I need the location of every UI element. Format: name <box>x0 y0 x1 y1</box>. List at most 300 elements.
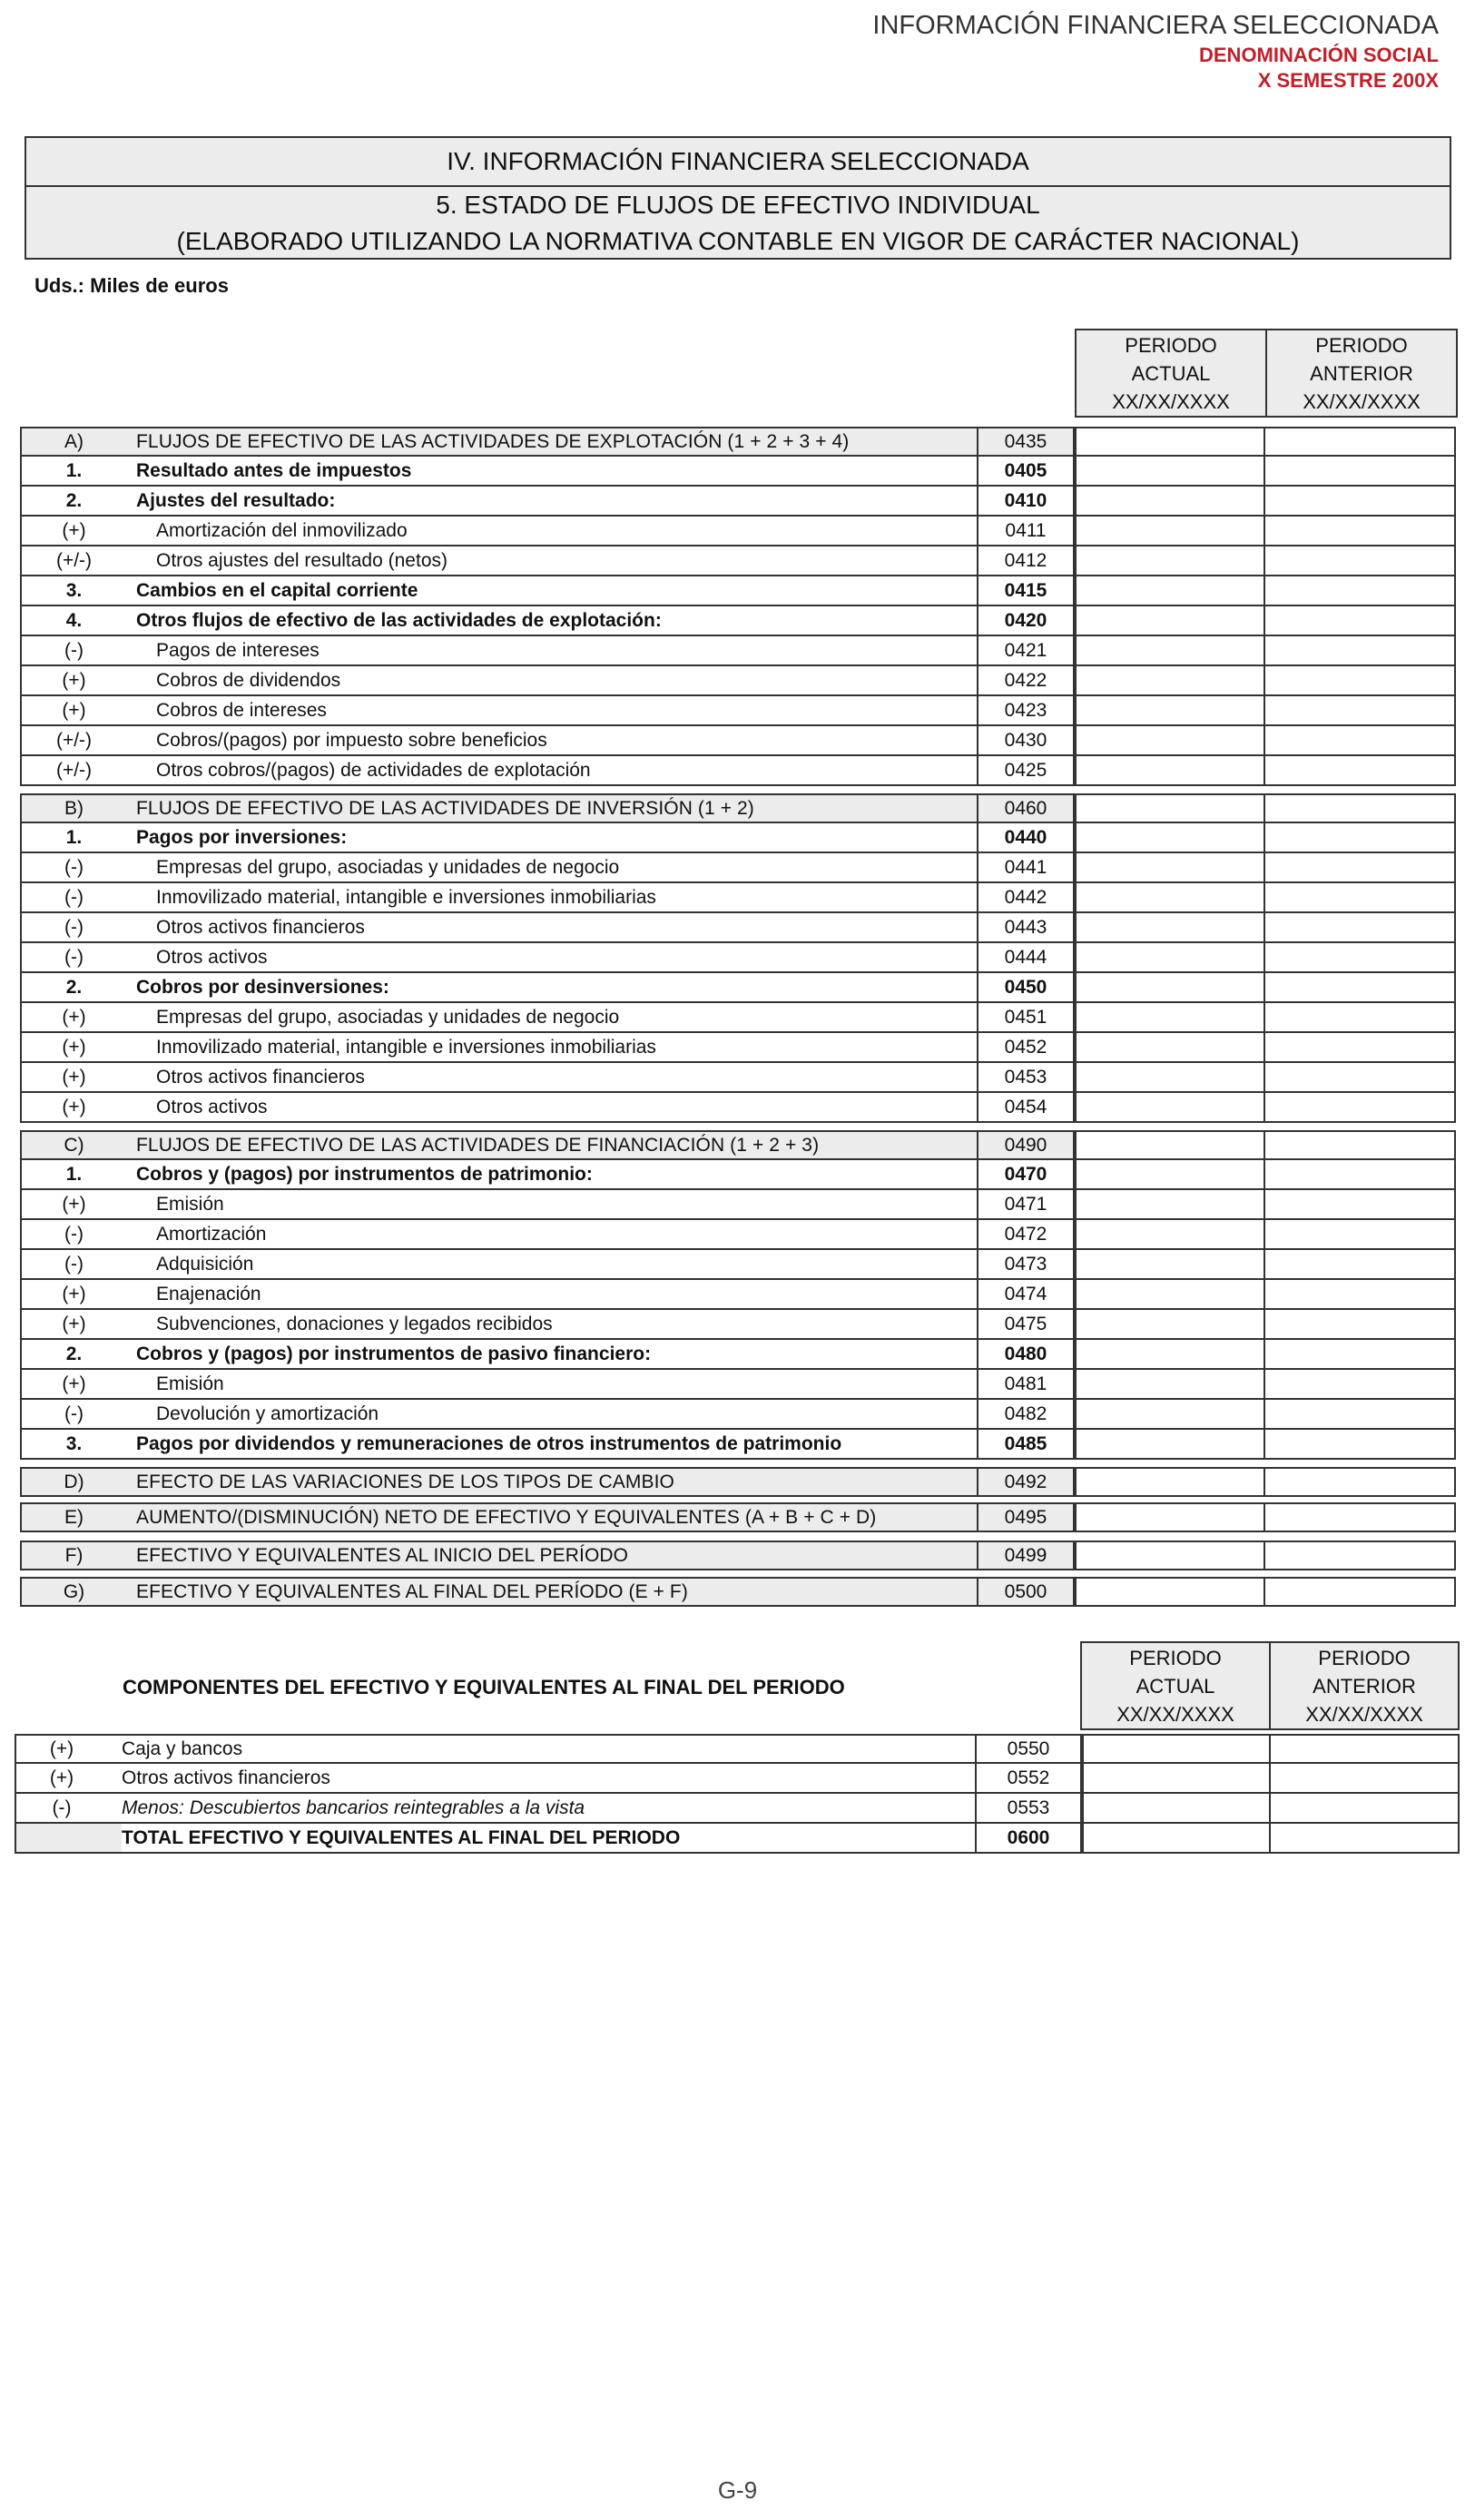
row-description: Inmovilizado material, intangible e inversiones inmobiliarias <box>156 1036 656 1058</box>
row-code: 0415 <box>978 576 1075 606</box>
row-description: EFECTIVO Y EQUIVALENTES AL FINAL DEL PERÍODO (E + F) <box>136 1580 688 1602</box>
table-row <box>20 1280 1456 1310</box>
row-description: Resultado antes de impuestos <box>136 459 412 481</box>
row-label-cell <box>20 1160 978 1190</box>
value-previous-cell[interactable] <box>1265 1003 1456 1033</box>
row-description: Subvenciones, donaciones y legados recibidos <box>156 1313 553 1334</box>
row-marker: 3. <box>65 579 83 601</box>
row-code: 0423 <box>978 696 1075 726</box>
row-marker: (-) <box>64 856 84 878</box>
company-name: DENOMINACIÓN SOCIAL <box>1199 44 1439 66</box>
row-label-cell <box>20 546 978 576</box>
value-current-cell[interactable] <box>1075 1467 1265 1497</box>
row-description: FLUJOS DE EFECTIVO DE LAS ACTIVIDADES DE INVERSIÓN (1 + 2) <box>136 797 754 819</box>
value-previous-cell[interactable] <box>1265 793 1456 823</box>
row-marker: 2. <box>65 976 83 998</box>
table-row <box>20 1400 1456 1430</box>
row-label-cell <box>20 696 978 726</box>
row-marker: (+) <box>62 1313 86 1334</box>
row-code: 0411 <box>978 517 1075 546</box>
row-description: EFECTIVO Y EQUIVALENTES AL INICIO DEL PERÍODO <box>136 1544 629 1566</box>
row-marker: 1. <box>65 459 83 481</box>
row-label-cell <box>20 1033 978 1063</box>
row-code: 0441 <box>978 853 1075 883</box>
row-label-cell <box>20 756 978 786</box>
row-label-cell <box>20 883 978 913</box>
components-column-header-current: PERIODO ACTUAL XX/XX/XXXX <box>1080 1641 1271 1730</box>
row-description: Inmovilizado material, intangible e inversiones inmobiliarias <box>156 886 656 908</box>
row-code: 0440 <box>978 823 1075 853</box>
components-title: COMPONENTES DEL EFECTIVO Y EQUIVALENTES AL FINAL DEL PERIODO <box>123 1676 845 1698</box>
row-code: 0412 <box>978 546 1075 576</box>
row-label-cell <box>20 1190 978 1220</box>
row-label-cell <box>20 576 978 606</box>
row-code: 0410 <box>978 487 1075 517</box>
value-current-cell[interactable] <box>1075 943 1265 973</box>
row-label-cell <box>20 853 978 883</box>
row-code: 0454 <box>978 1093 1075 1123</box>
row-marker: (+) <box>62 1066 86 1088</box>
value-previous-cell[interactable] <box>1265 1250 1456 1280</box>
table-row <box>20 517 1456 546</box>
value-current-cell[interactable] <box>1075 756 1265 786</box>
row-code: 0475 <box>978 1310 1075 1340</box>
row-description: Cobros por desinversiones: <box>136 976 389 998</box>
table-row <box>15 1824 1460 1854</box>
row-label-cell <box>20 1280 978 1310</box>
value-current-cell[interactable] <box>1075 1160 1265 1190</box>
row-code: 0471 <box>978 1190 1075 1220</box>
row-marker: (+) <box>62 1006 86 1028</box>
table-row <box>20 1310 1456 1340</box>
value-previous-cell[interactable] <box>1265 756 1456 786</box>
value-previous-cell[interactable] <box>1265 1033 1456 1063</box>
row-description: Pagos de intereses <box>156 639 320 661</box>
value-current-cell[interactable] <box>1075 1220 1265 1250</box>
table-row <box>20 606 1456 636</box>
value-current-cell[interactable] <box>1075 1093 1265 1123</box>
value-current-cell[interactable] <box>1075 606 1265 636</box>
row-description: AUMENTO/(DISMINUCIÓN) NETO DE EFECTIVO Y EQUIVALENTES (A + B + C + D) <box>136 1506 877 1528</box>
row-description: Cobros de dividendos <box>156 669 341 691</box>
row-code: 0450 <box>978 973 1075 1003</box>
value-previous-cell[interactable] <box>1265 913 1456 943</box>
row-marker: (+/-) <box>55 549 93 571</box>
value-previous-cell[interactable] <box>1265 606 1456 636</box>
value-current-cell[interactable] <box>1075 1502 1265 1532</box>
row-label-cell <box>20 943 978 973</box>
row-code: 0474 <box>978 1280 1075 1310</box>
value-previous-cell[interactable] <box>1265 943 1456 973</box>
value-current-cell[interactable] <box>1075 726 1265 756</box>
row-label-cell <box>20 1310 978 1340</box>
value-current-cell[interactable] <box>1075 1340 1265 1370</box>
row-label-cell <box>20 726 978 756</box>
row-description: Cobros y (pagos) por instrumentos de pasivo financiero: <box>136 1343 652 1364</box>
row-code: 0430 <box>978 726 1075 756</box>
row-code: 0481 <box>978 1370 1075 1400</box>
row-code: 0492 <box>978 1467 1075 1497</box>
value-current-cell[interactable] <box>1075 427 1265 457</box>
row-marker: (-) <box>64 886 84 908</box>
row-code: 0443 <box>978 913 1075 943</box>
table-row <box>15 1734 1460 1764</box>
table-row <box>20 1063 1456 1093</box>
row-label-cell <box>15 1764 977 1794</box>
row-description: TOTAL EFECTIVO Y EQUIVALENTES AL FINAL DEL PERIODO <box>122 1826 681 1848</box>
row-label-cell <box>20 457 978 487</box>
row-marker: B) <box>64 797 84 819</box>
row-marker: (-) <box>64 1223 84 1245</box>
row-marker: (+/-) <box>55 729 93 751</box>
value-current-cell[interactable] <box>1082 1764 1271 1794</box>
row-description: Otros activos financieros <box>156 1066 365 1088</box>
value-current-cell[interactable] <box>1075 1033 1265 1063</box>
value-previous-cell[interactable] <box>1265 487 1456 517</box>
row-marker: (+) <box>49 1767 74 1788</box>
row-marker: 2. <box>65 489 83 511</box>
row-label-cell <box>20 1502 978 1532</box>
value-previous-cell[interactable] <box>1271 1734 1460 1764</box>
row-description: Empresas del grupo, asociadas y unidades de negocio <box>156 856 620 878</box>
row-code: 0550 <box>977 1734 1082 1764</box>
value-previous-cell[interactable] <box>1265 1190 1456 1220</box>
value-current-cell[interactable] <box>1075 696 1265 726</box>
row-description: FLUJOS DE EFECTIVO DE LAS ACTIVIDADES DE FINANCIACIÓN (1 + 2 + 3) <box>136 1134 820 1156</box>
value-current-cell[interactable] <box>1075 1370 1265 1400</box>
value-current-cell[interactable] <box>1075 487 1265 517</box>
row-code: 0453 <box>978 1063 1075 1093</box>
row-description: Empresas del grupo, asociadas y unidades de negocio <box>156 1006 620 1028</box>
row-label-cell <box>20 1063 978 1093</box>
value-previous-cell[interactable] <box>1265 1467 1456 1497</box>
table-row <box>20 853 1456 883</box>
value-current-cell[interactable] <box>1075 636 1265 666</box>
value-previous-cell[interactable] <box>1271 1764 1460 1794</box>
value-previous-cell[interactable] <box>1265 696 1456 726</box>
row-label-cell <box>20 1093 978 1123</box>
value-previous-cell[interactable] <box>1265 1130 1456 1160</box>
value-previous-cell[interactable] <box>1265 1541 1456 1570</box>
row-code: 0499 <box>978 1541 1075 1570</box>
row-label-cell <box>20 1003 978 1033</box>
value-current-cell[interactable] <box>1075 1250 1265 1280</box>
value-previous-cell[interactable] <box>1265 1280 1456 1310</box>
table-row <box>20 1502 1456 1532</box>
row-marker: D) <box>64 1471 84 1492</box>
row-label-cell <box>20 666 978 696</box>
row-label-cell <box>20 1370 978 1400</box>
value-previous-cell[interactable] <box>1265 853 1456 883</box>
row-code: 0482 <box>978 1400 1075 1430</box>
row-marker <box>16 1824 122 1852</box>
row-code: 0420 <box>978 606 1075 636</box>
column-header-current: PERIODO ACTUAL XX/XX/XXXX <box>1075 329 1267 418</box>
table-row <box>20 1577 1456 1607</box>
row-description: Ajustes del resultado: <box>136 489 336 511</box>
value-current-cell[interactable] <box>1075 1430 1265 1460</box>
row-marker: 1. <box>65 1163 83 1185</box>
row-description: Otros activos financieros <box>122 1767 330 1788</box>
table-row <box>20 1130 1456 1160</box>
row-code: 0451 <box>978 1003 1075 1033</box>
row-code: 0495 <box>978 1502 1075 1532</box>
value-previous-cell[interactable] <box>1265 1063 1456 1093</box>
row-description: Otros activos <box>156 946 268 968</box>
table-row <box>20 1220 1456 1250</box>
row-label-cell <box>20 517 978 546</box>
row-description: Pagos por dividendos y remuneraciones de otros instrumentos de patrimonio <box>136 1432 842 1454</box>
row-label-cell <box>20 1340 978 1370</box>
value-previous-cell[interactable] <box>1265 546 1456 576</box>
row-label-cell <box>15 1734 977 1764</box>
value-previous-cell[interactable] <box>1265 457 1456 487</box>
value-previous-cell[interactable] <box>1265 883 1456 913</box>
value-previous-cell[interactable] <box>1265 1502 1456 1532</box>
value-previous-cell[interactable] <box>1271 1824 1460 1854</box>
row-description: Otros activos financieros <box>156 916 365 938</box>
row-label-cell <box>20 487 978 517</box>
row-label-cell <box>15 1794 977 1824</box>
value-current-cell[interactable] <box>1075 666 1265 696</box>
value-current-cell[interactable] <box>1075 1130 1265 1160</box>
row-label-cell <box>20 1577 978 1607</box>
value-current-cell[interactable] <box>1075 546 1265 576</box>
value-previous-cell[interactable] <box>1265 1093 1456 1123</box>
row-description: Emisión <box>156 1193 224 1215</box>
value-current-cell[interactable] <box>1075 517 1265 546</box>
row-description: Cobros y (pagos) por instrumentos de patrimonio: <box>136 1163 593 1185</box>
value-current-cell[interactable] <box>1075 1577 1265 1607</box>
value-current-cell[interactable] <box>1075 853 1265 883</box>
row-description: Otros flujos de efectivo de las actividades de explotación: <box>136 609 662 631</box>
row-label-cell <box>20 606 978 636</box>
value-previous-cell[interactable] <box>1265 576 1456 606</box>
table-row <box>20 457 1456 487</box>
value-previous-cell[interactable] <box>1265 666 1456 696</box>
statement-title: 5. ESTADO DE FLUJOS DE EFECTIVO INDIVIDUAL <box>436 191 1040 219</box>
value-current-cell[interactable] <box>1075 1400 1265 1430</box>
table-row <box>20 427 1456 457</box>
row-code: 0425 <box>978 756 1075 786</box>
value-current-cell[interactable] <box>1075 457 1265 487</box>
table-row <box>20 913 1456 943</box>
row-code: 0452 <box>978 1033 1075 1063</box>
value-previous-cell[interactable] <box>1265 1160 1456 1190</box>
row-description: Cobros/(pagos) por impuesto sobre beneficios <box>156 729 547 751</box>
value-previous-cell[interactable] <box>1265 427 1456 457</box>
row-code: 0460 <box>978 793 1075 823</box>
table-row <box>20 666 1456 696</box>
row-description: Enajenación <box>156 1283 261 1304</box>
row-code: 0444 <box>978 943 1075 973</box>
row-code: 0421 <box>978 636 1075 666</box>
row-label-cell <box>20 1541 978 1570</box>
row-label-cell <box>20 427 978 457</box>
value-current-cell[interactable] <box>1075 793 1265 823</box>
table-row <box>20 726 1456 756</box>
table-row <box>20 1033 1456 1063</box>
table-row <box>20 1093 1456 1123</box>
value-previous-cell[interactable] <box>1265 726 1456 756</box>
row-description: Adquisición <box>156 1253 254 1275</box>
table-row <box>20 1190 1456 1220</box>
row-marker: (-) <box>64 1253 84 1275</box>
value-current-cell[interactable] <box>1082 1794 1271 1824</box>
row-marker: F) <box>64 1544 84 1566</box>
table-row <box>20 576 1456 606</box>
row-marker: (+/-) <box>55 759 93 781</box>
row-marker: 4. <box>65 609 83 631</box>
value-current-cell[interactable] <box>1082 1734 1271 1764</box>
value-current-cell[interactable] <box>1082 1824 1271 1854</box>
table-row <box>20 487 1456 517</box>
row-description: Otros cobros/(pagos) de actividades de explotación <box>156 759 591 781</box>
row-description: Pagos por inversiones: <box>136 826 348 848</box>
value-previous-cell[interactable] <box>1265 823 1456 853</box>
row-marker: (+) <box>49 1737 74 1759</box>
table-row <box>20 1430 1456 1460</box>
table-row <box>15 1794 1460 1824</box>
row-code: 0485 <box>978 1430 1075 1460</box>
row-code: 0435 <box>978 427 1075 457</box>
value-previous-cell[interactable] <box>1265 1220 1456 1250</box>
row-marker: (+) <box>62 1193 86 1215</box>
value-previous-cell[interactable] <box>1265 1400 1456 1430</box>
row-marker: 3. <box>65 1432 83 1454</box>
statement-subtitle: (ELABORADO UTILIZANDO LA NORMATIVA CONTABLE EN VIGOR DE CARÁCTER NACIONAL) <box>176 227 1300 255</box>
row-marker: (+) <box>62 1096 86 1117</box>
row-marker: (-) <box>64 916 84 938</box>
row-code: 0490 <box>978 1130 1075 1160</box>
row-description: Amortización del inmovilizado <box>156 519 408 541</box>
value-current-cell[interactable] <box>1075 973 1265 1003</box>
value-current-cell[interactable] <box>1075 1280 1265 1310</box>
row-description: Devolución y amortización <box>156 1403 379 1424</box>
row-marker: (+) <box>62 1373 86 1394</box>
row-description: Cobros de intereses <box>156 699 327 721</box>
value-current-cell[interactable] <box>1075 576 1265 606</box>
table-row <box>20 943 1456 973</box>
value-previous-cell[interactable] <box>1265 973 1456 1003</box>
value-previous-cell[interactable] <box>1265 1370 1456 1400</box>
row-description: Otros activos <box>156 1096 268 1117</box>
column-header-previous: PERIODO ANTERIOR XX/XX/XXXX <box>1265 329 1458 418</box>
row-description: Emisión <box>156 1373 224 1394</box>
row-code: 0473 <box>978 1250 1075 1280</box>
table-row <box>20 1160 1456 1190</box>
row-code: 0405 <box>978 457 1075 487</box>
row-marker: G) <box>63 1580 85 1602</box>
value-current-cell[interactable] <box>1075 1310 1265 1340</box>
table-row <box>20 1370 1456 1400</box>
row-code: 0422 <box>978 666 1075 696</box>
table-row <box>20 793 1456 823</box>
row-label-cell <box>20 1467 978 1497</box>
row-marker: (-) <box>64 946 84 968</box>
value-previous-cell[interactable] <box>1265 1577 1456 1607</box>
row-label-cell <box>20 1130 978 1160</box>
row-description: EFECTO DE LAS VARIACIONES DE LOS TIPOS DE CAMBIO <box>136 1471 674 1492</box>
value-current-cell[interactable] <box>1075 823 1265 853</box>
row-label-cell <box>20 1220 978 1250</box>
row-marker: A) <box>64 430 84 452</box>
row-marker: (+) <box>62 669 86 691</box>
row-marker: E) <box>64 1506 84 1528</box>
table-row <box>20 696 1456 726</box>
value-current-cell[interactable] <box>1075 1190 1265 1220</box>
row-marker: (-) <box>52 1796 72 1818</box>
row-code: 0442 <box>978 883 1075 913</box>
table-row <box>20 1250 1456 1280</box>
row-description: Menos: Descubiertos bancarios reintegrables a la vista <box>122 1796 585 1818</box>
row-description: FLUJOS DE EFECTIVO DE LAS ACTIVIDADES DE EXPLOTACIÓN (1 + 2 + 3 + 4) <box>136 430 850 452</box>
row-label-cell <box>20 1430 978 1460</box>
value-previous-cell[interactable] <box>1265 1340 1456 1370</box>
table-row <box>20 823 1456 853</box>
row-description: Caja y bancos <box>122 1737 243 1759</box>
table-row <box>20 1541 1456 1570</box>
row-code: 0553 <box>977 1794 1082 1824</box>
table-row <box>20 1003 1456 1033</box>
semester-label: X SEMESTRE 200X <box>1257 69 1439 92</box>
units-label: Uds.: Miles de euros <box>34 274 229 297</box>
value-previous-cell[interactable] <box>1265 1310 1456 1340</box>
section-title: IV. INFORMACIÓN FINANCIERA SELECCIONADA <box>26 138 1450 187</box>
row-marker: C) <box>64 1134 84 1156</box>
report-title: INFORMACIÓN FINANCIERA SELECCIONADA <box>872 11 1439 40</box>
statement-title-box <box>25 136 1451 260</box>
value-current-cell[interactable] <box>1075 1541 1265 1570</box>
table-row <box>20 1467 1456 1497</box>
row-marker: (+) <box>62 1283 86 1304</box>
row-marker: (-) <box>64 1403 84 1424</box>
value-current-cell[interactable] <box>1075 1003 1265 1033</box>
table-row <box>20 973 1456 1003</box>
row-label-cell <box>15 1824 977 1854</box>
row-label-cell <box>20 1400 978 1430</box>
table-row <box>20 883 1456 913</box>
row-label-cell <box>20 1250 978 1280</box>
row-label-cell <box>20 793 978 823</box>
row-marker: (+) <box>62 699 86 721</box>
table-row <box>15 1764 1460 1794</box>
value-current-cell[interactable] <box>1075 913 1265 943</box>
row-marker: (+) <box>62 1036 86 1058</box>
table-row <box>20 1340 1456 1370</box>
value-previous-cell[interactable] <box>1271 1794 1460 1824</box>
row-label-cell <box>20 913 978 943</box>
row-code: 0470 <box>978 1160 1075 1190</box>
row-label-cell <box>20 973 978 1003</box>
value-current-cell[interactable] <box>1075 883 1265 913</box>
row-code: 0552 <box>977 1764 1082 1794</box>
components-column-header-previous: PERIODO ANTERIOR XX/XX/XXXX <box>1269 1641 1460 1730</box>
value-previous-cell[interactable] <box>1265 636 1456 666</box>
row-code: 0472 <box>978 1220 1075 1250</box>
table-row <box>20 756 1456 786</box>
value-previous-cell[interactable] <box>1265 517 1456 546</box>
row-code: 0600 <box>977 1824 1082 1854</box>
value-current-cell[interactable] <box>1075 1063 1265 1093</box>
row-marker: (-) <box>64 639 84 661</box>
row-marker: (+) <box>62 519 86 541</box>
page-number: G-9 <box>717 2476 758 2504</box>
row-description: Cambios en el capital corriente <box>136 579 418 601</box>
row-marker: 2. <box>65 1343 83 1364</box>
row-description: Otros ajustes del resultado (netos) <box>156 549 447 571</box>
value-previous-cell[interactable] <box>1265 1430 1456 1460</box>
